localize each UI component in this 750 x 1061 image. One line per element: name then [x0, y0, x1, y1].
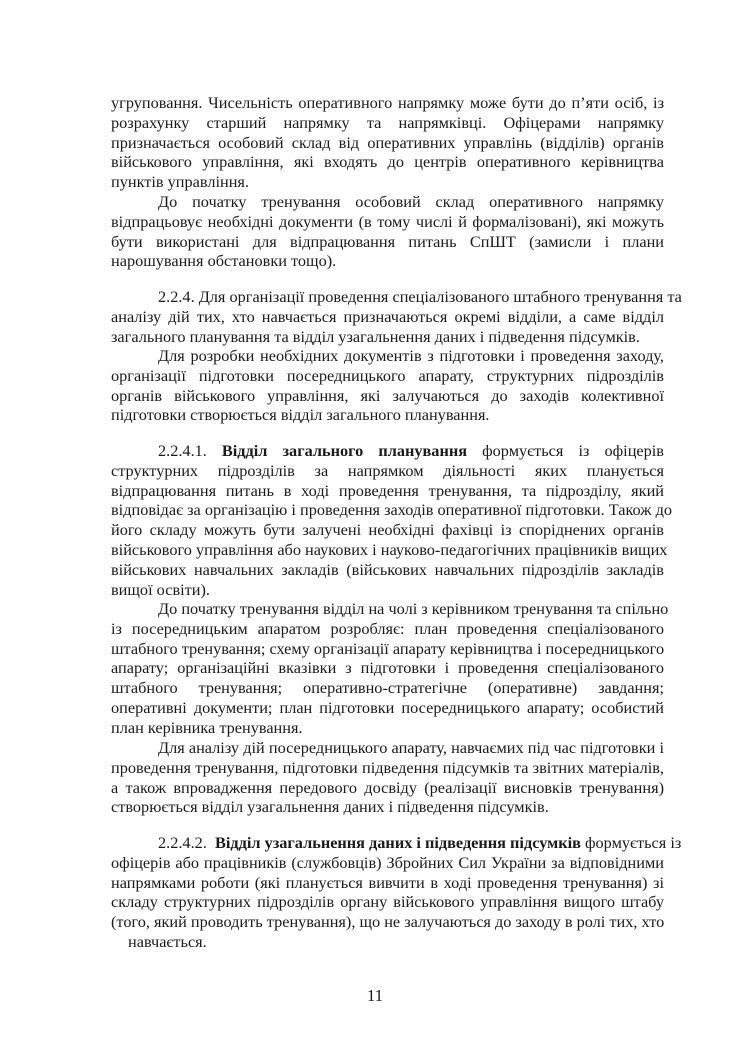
text-line: оперативні документи; план підготовки посередницького апарату; особистий: [111, 697, 664, 717]
text-line: пунктів управління.: [111, 172, 249, 192]
paragraph: [111, 192, 664, 271]
paragraph: [111, 738, 664, 817]
text-line: напрямками роботи (які планується вивчити в ході проведення тренування) зі: [111, 872, 664, 892]
text-line: загального планування та відділ узагальнення даних і підведення підсумків.: [111, 326, 640, 346]
text-line: організації підготовки посередницького апарату, структурних підрозділів: [111, 365, 664, 385]
text-line: штабного тренування; схему організації апарату керівництва і посередницького: [111, 638, 665, 658]
paragraph: [111, 346, 664, 425]
section-title: Відділ загального планування: [221, 441, 468, 460]
text-fragment: формується із: [580, 833, 682, 852]
text-line: військового управління, які входять до центрів оперативного керівництва: [111, 152, 664, 172]
text-line: відпрацювання питань в ході проведення тренування, та підрозділу, який: [111, 480, 664, 500]
text-line: бути використані для відпрацювання питань СпШТ (замисли і плани: [111, 231, 664, 251]
text-line: вищої освіти).: [111, 579, 210, 599]
text-line: проведення тренування, підготовки підведення підсумків та звітних матеріалів,: [111, 757, 664, 777]
text-line: відповідає за організацію і проведення заходів оперативної підготовки. Також до: [111, 500, 673, 520]
text-line: підготовки створюється відділ загального планування.: [111, 405, 490, 425]
text-line: апарату; організаційні вказівки з підготовки і проведення спеціалізованого: [111, 658, 664, 678]
section-paragraph-2-2-4: [111, 287, 682, 346]
paragraph: [111, 599, 669, 738]
text-line: відпрацьовує необхідні документи (в тому числі й формалізовані), які можуть: [111, 211, 664, 231]
text-line: план керівника тренування.: [111, 717, 303, 737]
text-line: призначається особовий склад від оперативних управлінь (відділів) органів: [111, 132, 664, 152]
text-line: військових навчальних закладів (військових навчальних підрозділів закладів: [111, 559, 664, 579]
text-line: Для розробки необхідних документів з підготовки і проведення заходу,: [158, 346, 664, 365]
text-line: нарошування обстановки тощо).: [111, 251, 337, 271]
text-line: (того, який проводить тренування), що не залучаються до заходу в ролі тих, хто: [111, 912, 665, 932]
section-number: 2.2.4.2.: [158, 833, 215, 852]
text-line: 2.2.4. Для організації проведення спеціалізованого штабного тренування та: [158, 287, 682, 306]
section-paragraph-2-2-4-1: [111, 441, 673, 599]
text-line: із посередницьким апаратом розробляє: план проведення спеціалізованого: [111, 618, 664, 638]
text-line: штабного тренування; оперативно-стратегічне (оперативне) завдання;: [111, 678, 664, 698]
text-line: аналізу дій тих, хто навчається призначаються окремі відділи, а саме відділ: [111, 306, 664, 326]
text-line: складу структурних підрозділів органу військового управління вищого штабу: [111, 892, 664, 912]
section-number: 2.2.4.1.: [158, 441, 222, 460]
text-line: структурних підрозділів за напрямком діяльності яких планується: [111, 460, 664, 480]
section-title: Відділ узагальнення даних і підведення підсумків: [214, 833, 581, 852]
text-line: навчається.: [128, 931, 207, 951]
text-line: а також впровадження передового досвіду (реалізації висновків тренування): [111, 777, 664, 797]
page-number: 11: [366, 986, 384, 1005]
text-line: До початку тренування особовий склад оперативного напрямку: [158, 192, 664, 211]
text-line-heading: [111, 833, 682, 853]
text-line: До початку тренування відділ на чолі з керівником тренування та спільно: [158, 599, 669, 618]
paragraph-continuation: [111, 93, 664, 192]
text-line: угруповання. Чисельність оперативного напрямку може бути до п’яти осіб, із: [111, 93, 664, 112]
section-paragraph-2-2-4-2: [111, 833, 682, 952]
text-line: його складу можуть бути залучені необхідні фахівці із споріднених органів: [111, 520, 664, 540]
text-fragment: формується із офіцерів: [467, 441, 664, 460]
text-line: розрахунку старший напрямку та напрямківці. Офіцерами напрямку: [111, 112, 664, 132]
text-line: органів військового управління, які залучаються до заходів колективної: [111, 385, 664, 405]
text-line: Для аналізу дій посередницького апарату, навчаємих під час підготовки і: [158, 738, 664, 757]
text-line: офіцерів або працівників (службовців) Збройних Сил України за відповідними: [111, 852, 664, 872]
text-line-heading: [111, 441, 664, 461]
text-line: створюється відділ узагальнення даних і підведення підсумків.: [111, 797, 549, 817]
text-line: військового управління або наукових і науково-педагогічних працівників вищих: [111, 539, 668, 559]
